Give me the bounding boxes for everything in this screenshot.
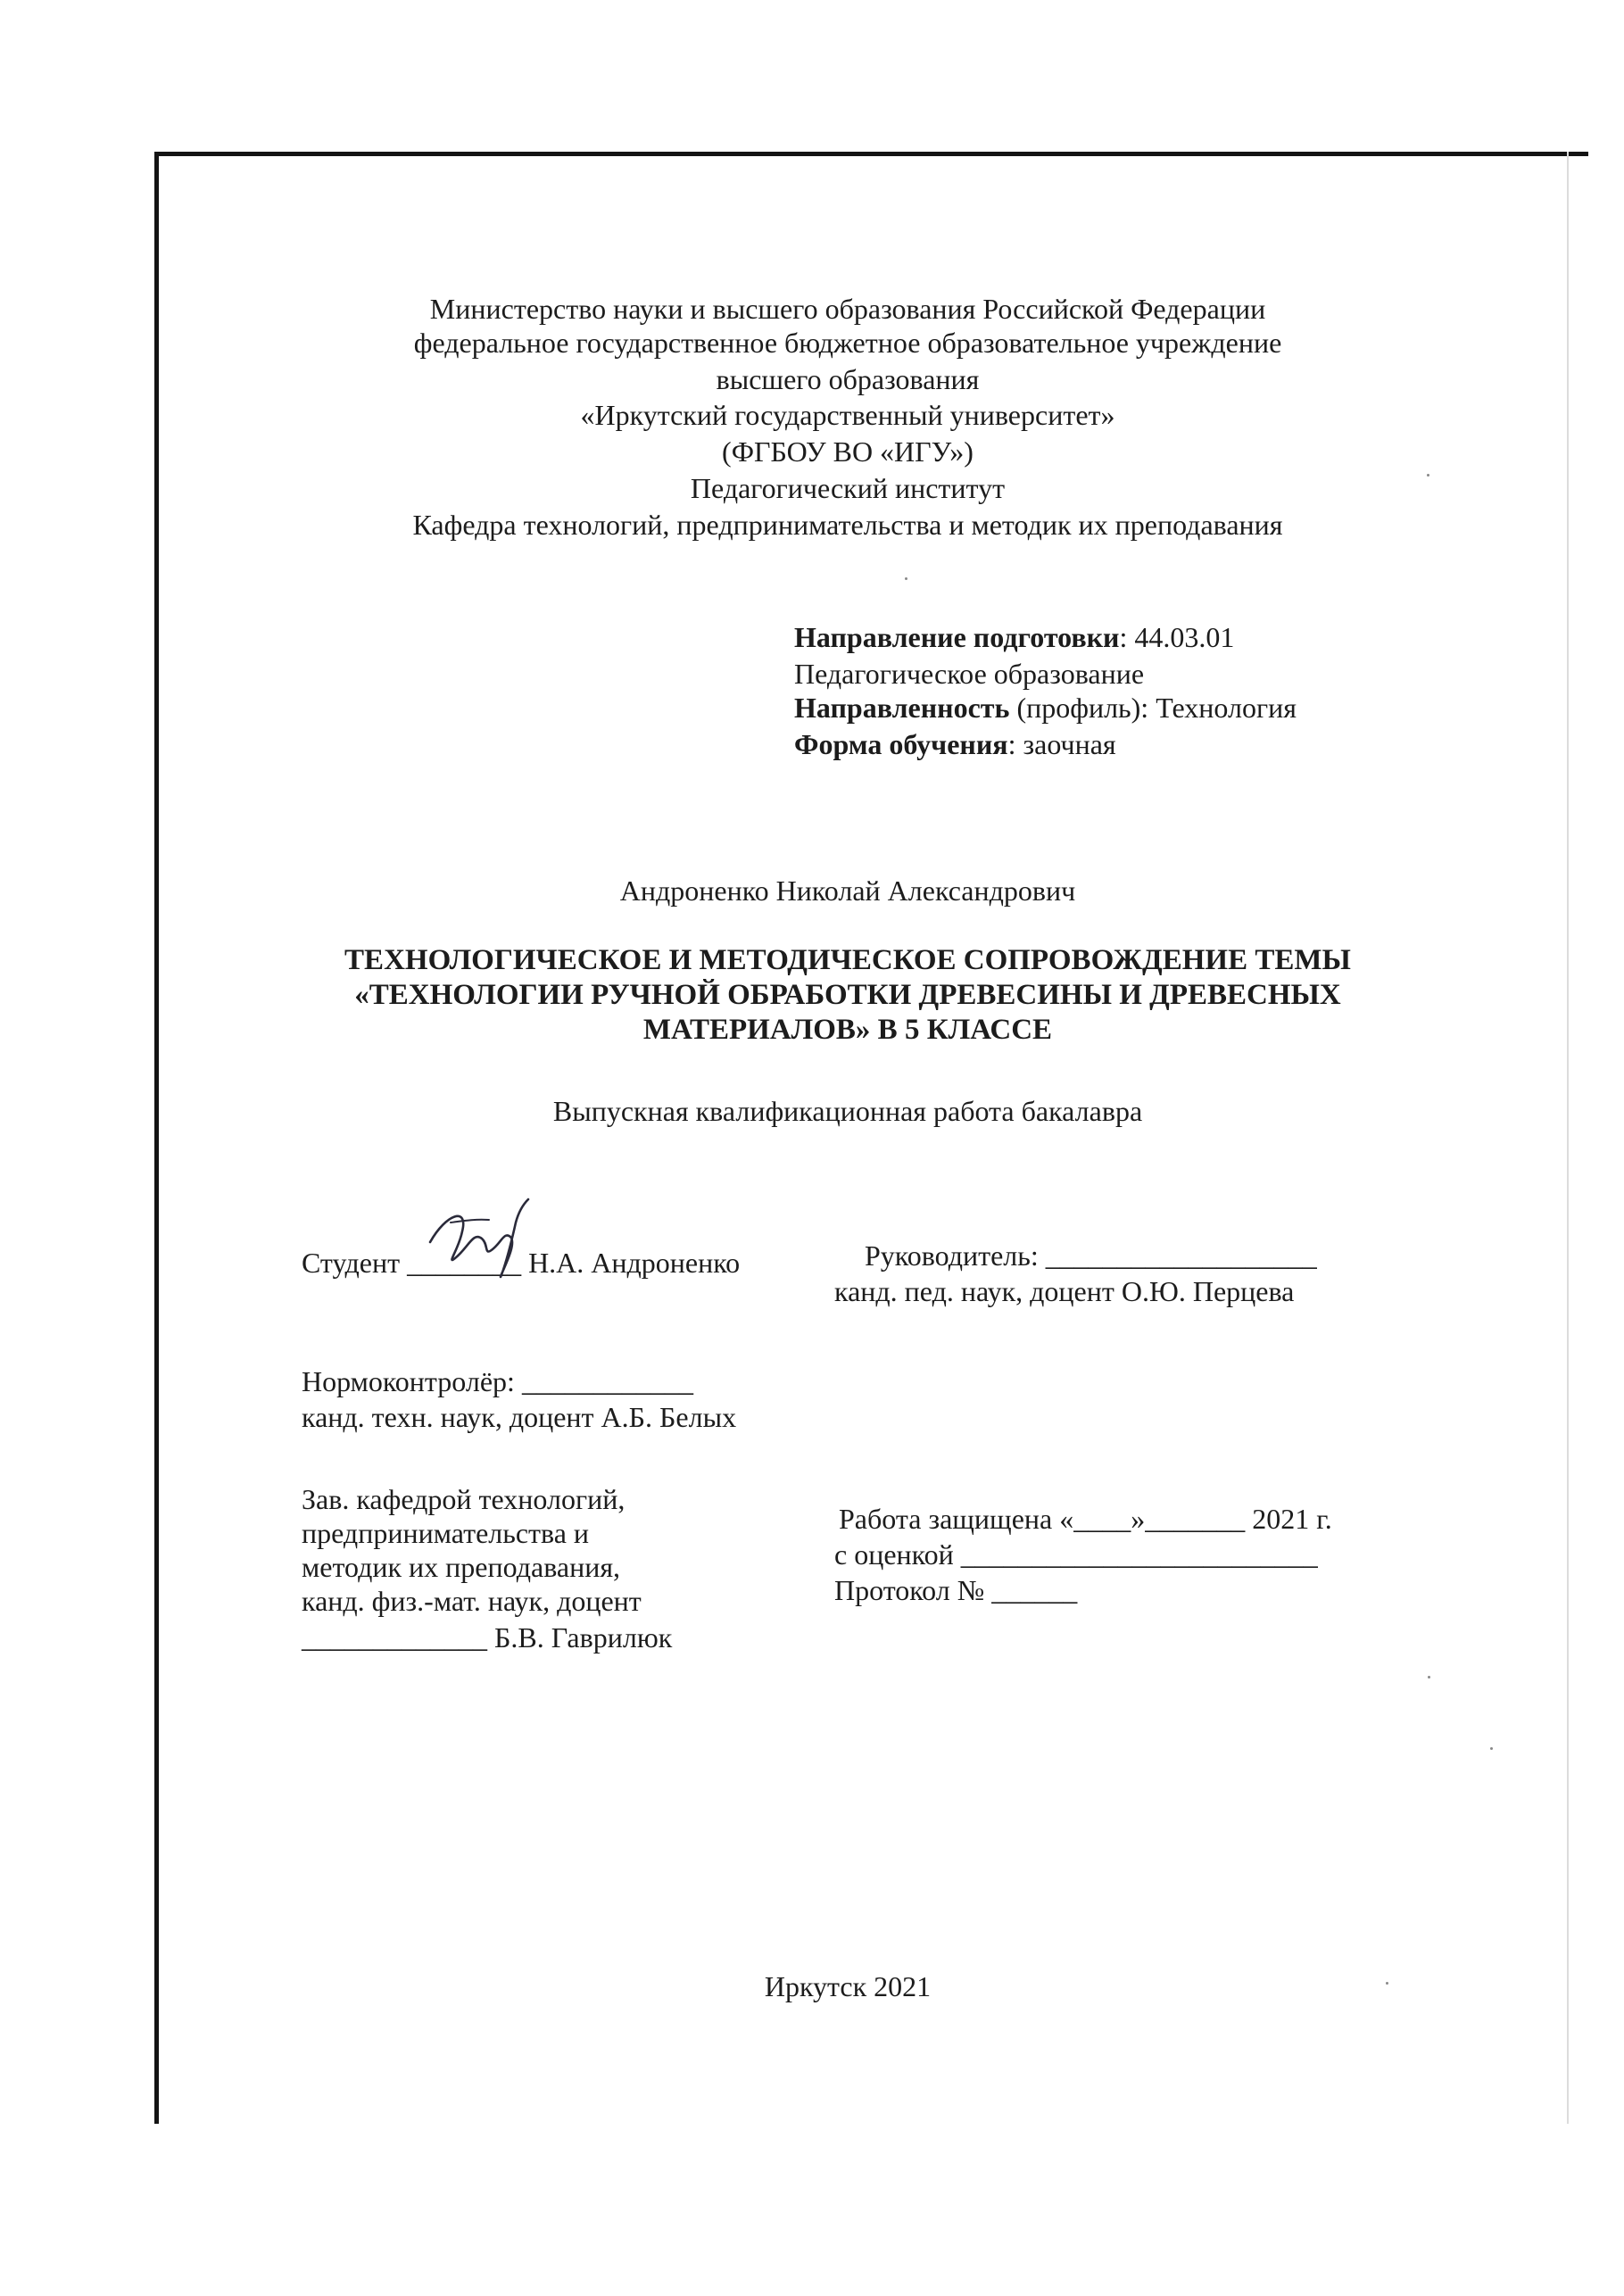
thesis-title-line-3: МАТЕРИАЛОВ» В 5 КЛАССЕ <box>642 1014 1053 1046</box>
institute-name: Педагогический институт <box>690 472 1006 504</box>
department-head-signature: _____________ Б.В. Гаврилюк <box>302 1621 673 1654</box>
department-head-line-4: канд. физ.-мат. наук, доцент <box>302 1585 642 1617</box>
profile-label: Направленность <box>794 692 1010 724</box>
department-head-line-1: Зав. кафедрой технологий, <box>302 1483 626 1515</box>
scan-speck <box>1386 1982 1388 1985</box>
normcontrol-name: канд. техн. наук, доцент А.Б. Белых <box>302 1401 737 1433</box>
scan-edge-left <box>154 152 159 2124</box>
scan-speck <box>905 577 907 580</box>
study-form-line <box>794 727 1116 761</box>
university-abbreviation: (ФГБОУ ВО «ИГУ») <box>722 435 974 468</box>
scan-speck <box>1427 474 1429 477</box>
direction-label: Направление подготовки <box>794 621 1120 653</box>
supervisor-label: Руководитель: ___________________ <box>865 1239 1317 1272</box>
department-name: Кафедра технологий, предпринимательства и методик их преподавания <box>412 509 1283 541</box>
profile-value: (профиль): Технология <box>1009 692 1297 724</box>
student-name: Н.А. Андроненко <box>528 1247 741 1279</box>
thesis-title-line-2: «ТЕХНОЛОГИИ РУЧНОЙ ОБРАБОТКИ ДРЕВЕСИНЫ И ДРЕВЕСНЫХ <box>354 979 1341 1011</box>
study-form-label: Форма обучения <box>794 728 1008 760</box>
thesis-title-line-1: ТЕХНОЛОГИЧЕСКОЕ И МЕТОДИЧЕСКОЕ СОПРОВОЖДЕНИЕ ТЕМЫ <box>344 944 1351 976</box>
scan-edge-right <box>1567 152 1569 2124</box>
ministry-line: Министерство науки и высшего образования Российской Федерации <box>429 293 1266 325</box>
department-head-line-2: предпринимательства и <box>302 1517 590 1549</box>
direction-value: : 44.03.01 <box>1119 621 1235 653</box>
normcontrol-label: Нормоконтролёр: ____________ <box>302 1365 693 1397</box>
study-form-value: : заочная <box>1007 728 1116 760</box>
department-head-line-3: методик их преподавания, <box>302 1551 621 1583</box>
direction-name: Педагогическое образование <box>794 658 1145 690</box>
profile-line <box>794 691 1297 725</box>
student-handwritten-signature <box>419 1196 535 1294</box>
institution-type-line-2: высшего образования <box>716 363 980 395</box>
university-name: «Иркутский государственный университет» <box>580 399 1115 431</box>
defense-protocol-line: Протокол № ______ <box>834 1574 1078 1606</box>
work-type: Выпускная квалификационная работа бакалавра <box>552 1095 1143 1127</box>
author-name: Андроненко Николай Александрович <box>619 874 1076 907</box>
scan-speck <box>1490 1747 1493 1750</box>
institution-type-line-1: федеральное государственное бюджетное образовательное учреждение <box>413 327 1282 359</box>
student-signature-blank: ________ <box>407 1247 522 1279</box>
student-label: Студент <box>302 1247 401 1279</box>
city-year: Иркутск 2021 <box>764 1970 932 2002</box>
supervisor-name: канд. пед. наук, доцент О.Ю. Перцева <box>834 1275 1295 1307</box>
scan-speck <box>1428 1676 1430 1678</box>
direction-line <box>794 620 1234 654</box>
defense-date-line: Работа защищена «____»_______ 2021 г. <box>839 1503 1332 1535</box>
scan-edge-top <box>156 152 1588 156</box>
defense-grade-line: с оценкой _________________________ <box>834 1538 1318 1571</box>
